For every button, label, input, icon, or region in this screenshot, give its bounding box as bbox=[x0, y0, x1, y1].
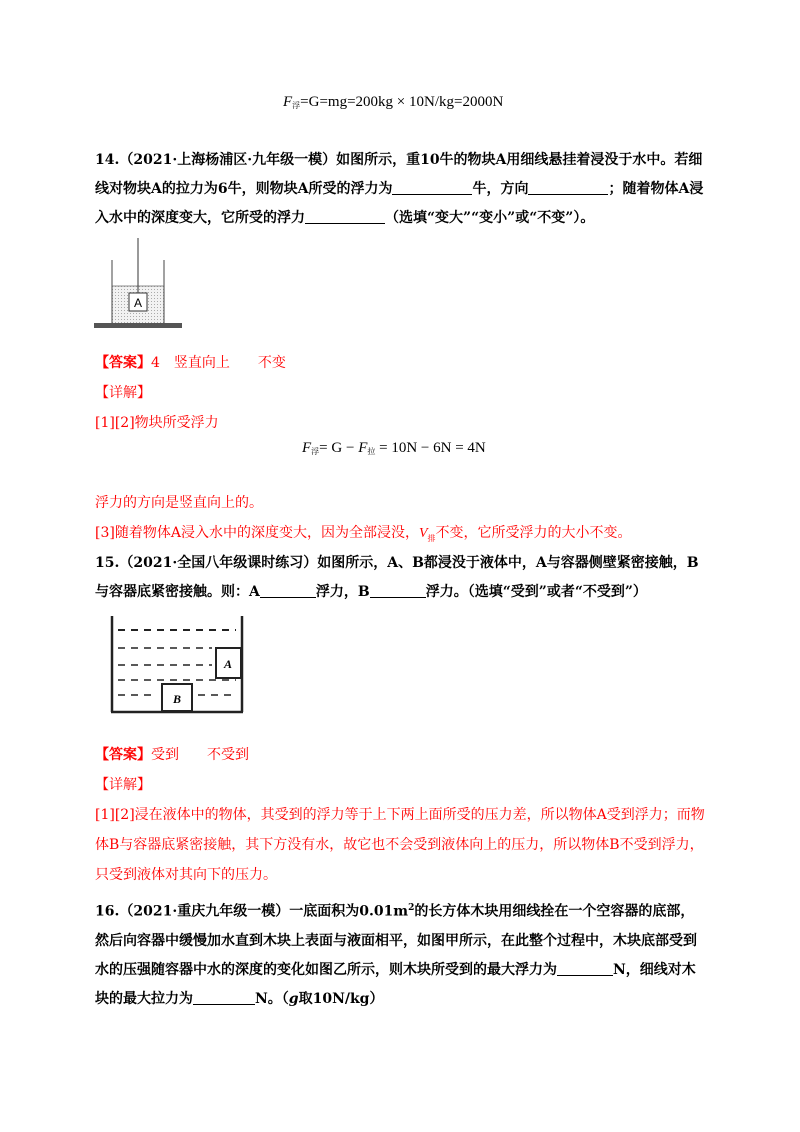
question-14: 14.（2021·上海杨浦区·九年级一模）如图所示，重10牛的物块A用细线悬挂着浸没于水中。若细线对物块A的拉力为6牛，则物块A所受的浮力为 牛，方向 ；随着物体A浸入水中的深度变大，它所受的浮力 （选填“变大”“变小”或“不变”）。 bbox=[95, 152, 704, 226]
block-a-label: A bbox=[223, 657, 233, 671]
detail-14-line3: [3]随着物体A浸入水中的深度变大，因为全部浸没，$V_排$不变，它所受浮力的大小不变。 bbox=[95, 525, 632, 543]
blank-3[interactable] bbox=[305, 209, 385, 224]
blank-2[interactable] bbox=[193, 990, 255, 1005]
block-a-label: A bbox=[133, 296, 143, 310]
block-b-label: B bbox=[172, 692, 182, 706]
figure-block-in-water bbox=[94, 238, 182, 330]
detail-tag-14: 【详解】 bbox=[95, 385, 151, 401]
answer-15: 【答案】受到 不受到 bbox=[95, 747, 249, 763]
question-15: 15.（2021·全国八年级课时练习）如图所示，A、B都浸没于液体中，A与容器侧壁紧密接触，B与容器底紧密接触。则：A 浮力，B 浮力。（选填“受到”或者“不受到”） bbox=[95, 555, 699, 600]
answer-14: 【答案】4 竖直向上 不变 bbox=[95, 355, 286, 371]
detail-14-line2: 浮力的方向是竖直向上的。 bbox=[95, 495, 263, 511]
question-16: 16.（2021·重庆九年级一模）一底面积为$0.01m^2$的长方体木块用细线拴在一个空容器的底部，然后向容器中缓慢加水直到木块上表面与液面相平，如图甲所示，在此整个过程中，木块底部受到水的压强随容器中水的深度的变化如图乙所示，则木块所受到的最大浮力为 N，细线对木块的最大拉力为 N。（g取10N/kg） bbox=[95, 903, 697, 1007]
blank-2[interactable] bbox=[528, 180, 608, 195]
detail-14-line1: [1][2]物块所受浮力 bbox=[95, 415, 219, 431]
figure-container-ab bbox=[108, 614, 246, 716]
detail-tag-15: 【详解】 bbox=[95, 777, 151, 793]
detail-15: [1][2]浸在液体中的物体，其受到的浮力等于上下两上面所受的压力差，所以物体A受到浮力；而物体B与容器底紧密接触，其下方没有水，故它也不会受到液体向上的压力，所以物体B不受到浮力，只受到液体对其向下的压力。 bbox=[95, 807, 705, 883]
blank-2[interactable] bbox=[370, 583, 426, 598]
formula-top: $F_浮=G=mg=200kg \times 10N/kg=2000N$ bbox=[283, 94, 504, 110]
blank-1[interactable] bbox=[392, 180, 472, 195]
blank-1[interactable] bbox=[557, 961, 613, 976]
formula-14: $F_浮= G - F_拉 = 10N - 6N = 4N$ bbox=[302, 440, 486, 456]
blank-1[interactable] bbox=[260, 583, 316, 598]
